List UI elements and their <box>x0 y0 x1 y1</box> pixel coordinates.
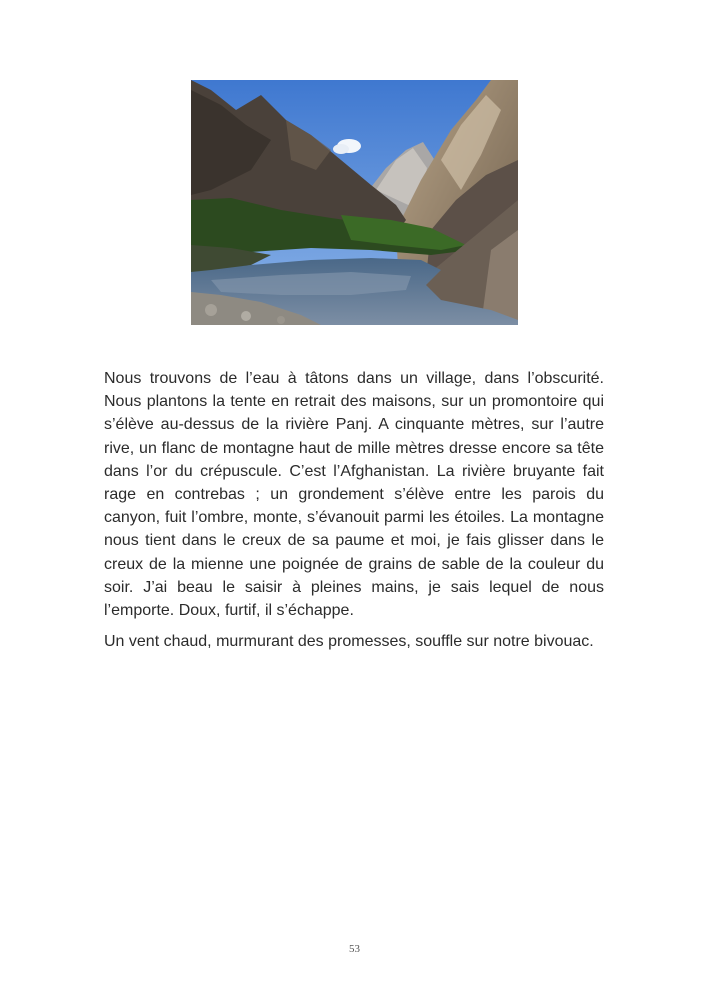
page-number: 53 <box>349 943 360 955</box>
body-text <box>104 367 604 661</box>
paragraph-1: Nous trouvons de l’eau à tâtons dans un village, dans l’obscurité. Nous plantons la tente en retrait des maisons, sur un promontoire qui s’élève au-dessus de la rivière Panj. A cinquante mètres, sur l’autre rive, un flanc de montagne haut de mille mètres dresse encore sa tête dans l’or du crépuscule. C’est l’Afghanistan. La rivière bruyante fait rage en contrebas ; un grondement s’élève entre les parois du canyon, fuit l’ombre, monte, s’évanouit parmi les étoiles. La montagne nous tient dans le creux de sa paume et moi, je fais glisser dans le creux de la mienne une poignée de grains de sable de la couleur du soir. J’ai beau le saisir à pleines mains, je sais lequel de nous l’emporte. Doux, furtif, il s’échappe. <box>104 370 604 620</box>
mountain-river-photo <box>191 80 518 325</box>
paragraph-2: Un vent chaud, murmurant des promesses, souffle sur notre bivouac. <box>104 633 594 651</box>
